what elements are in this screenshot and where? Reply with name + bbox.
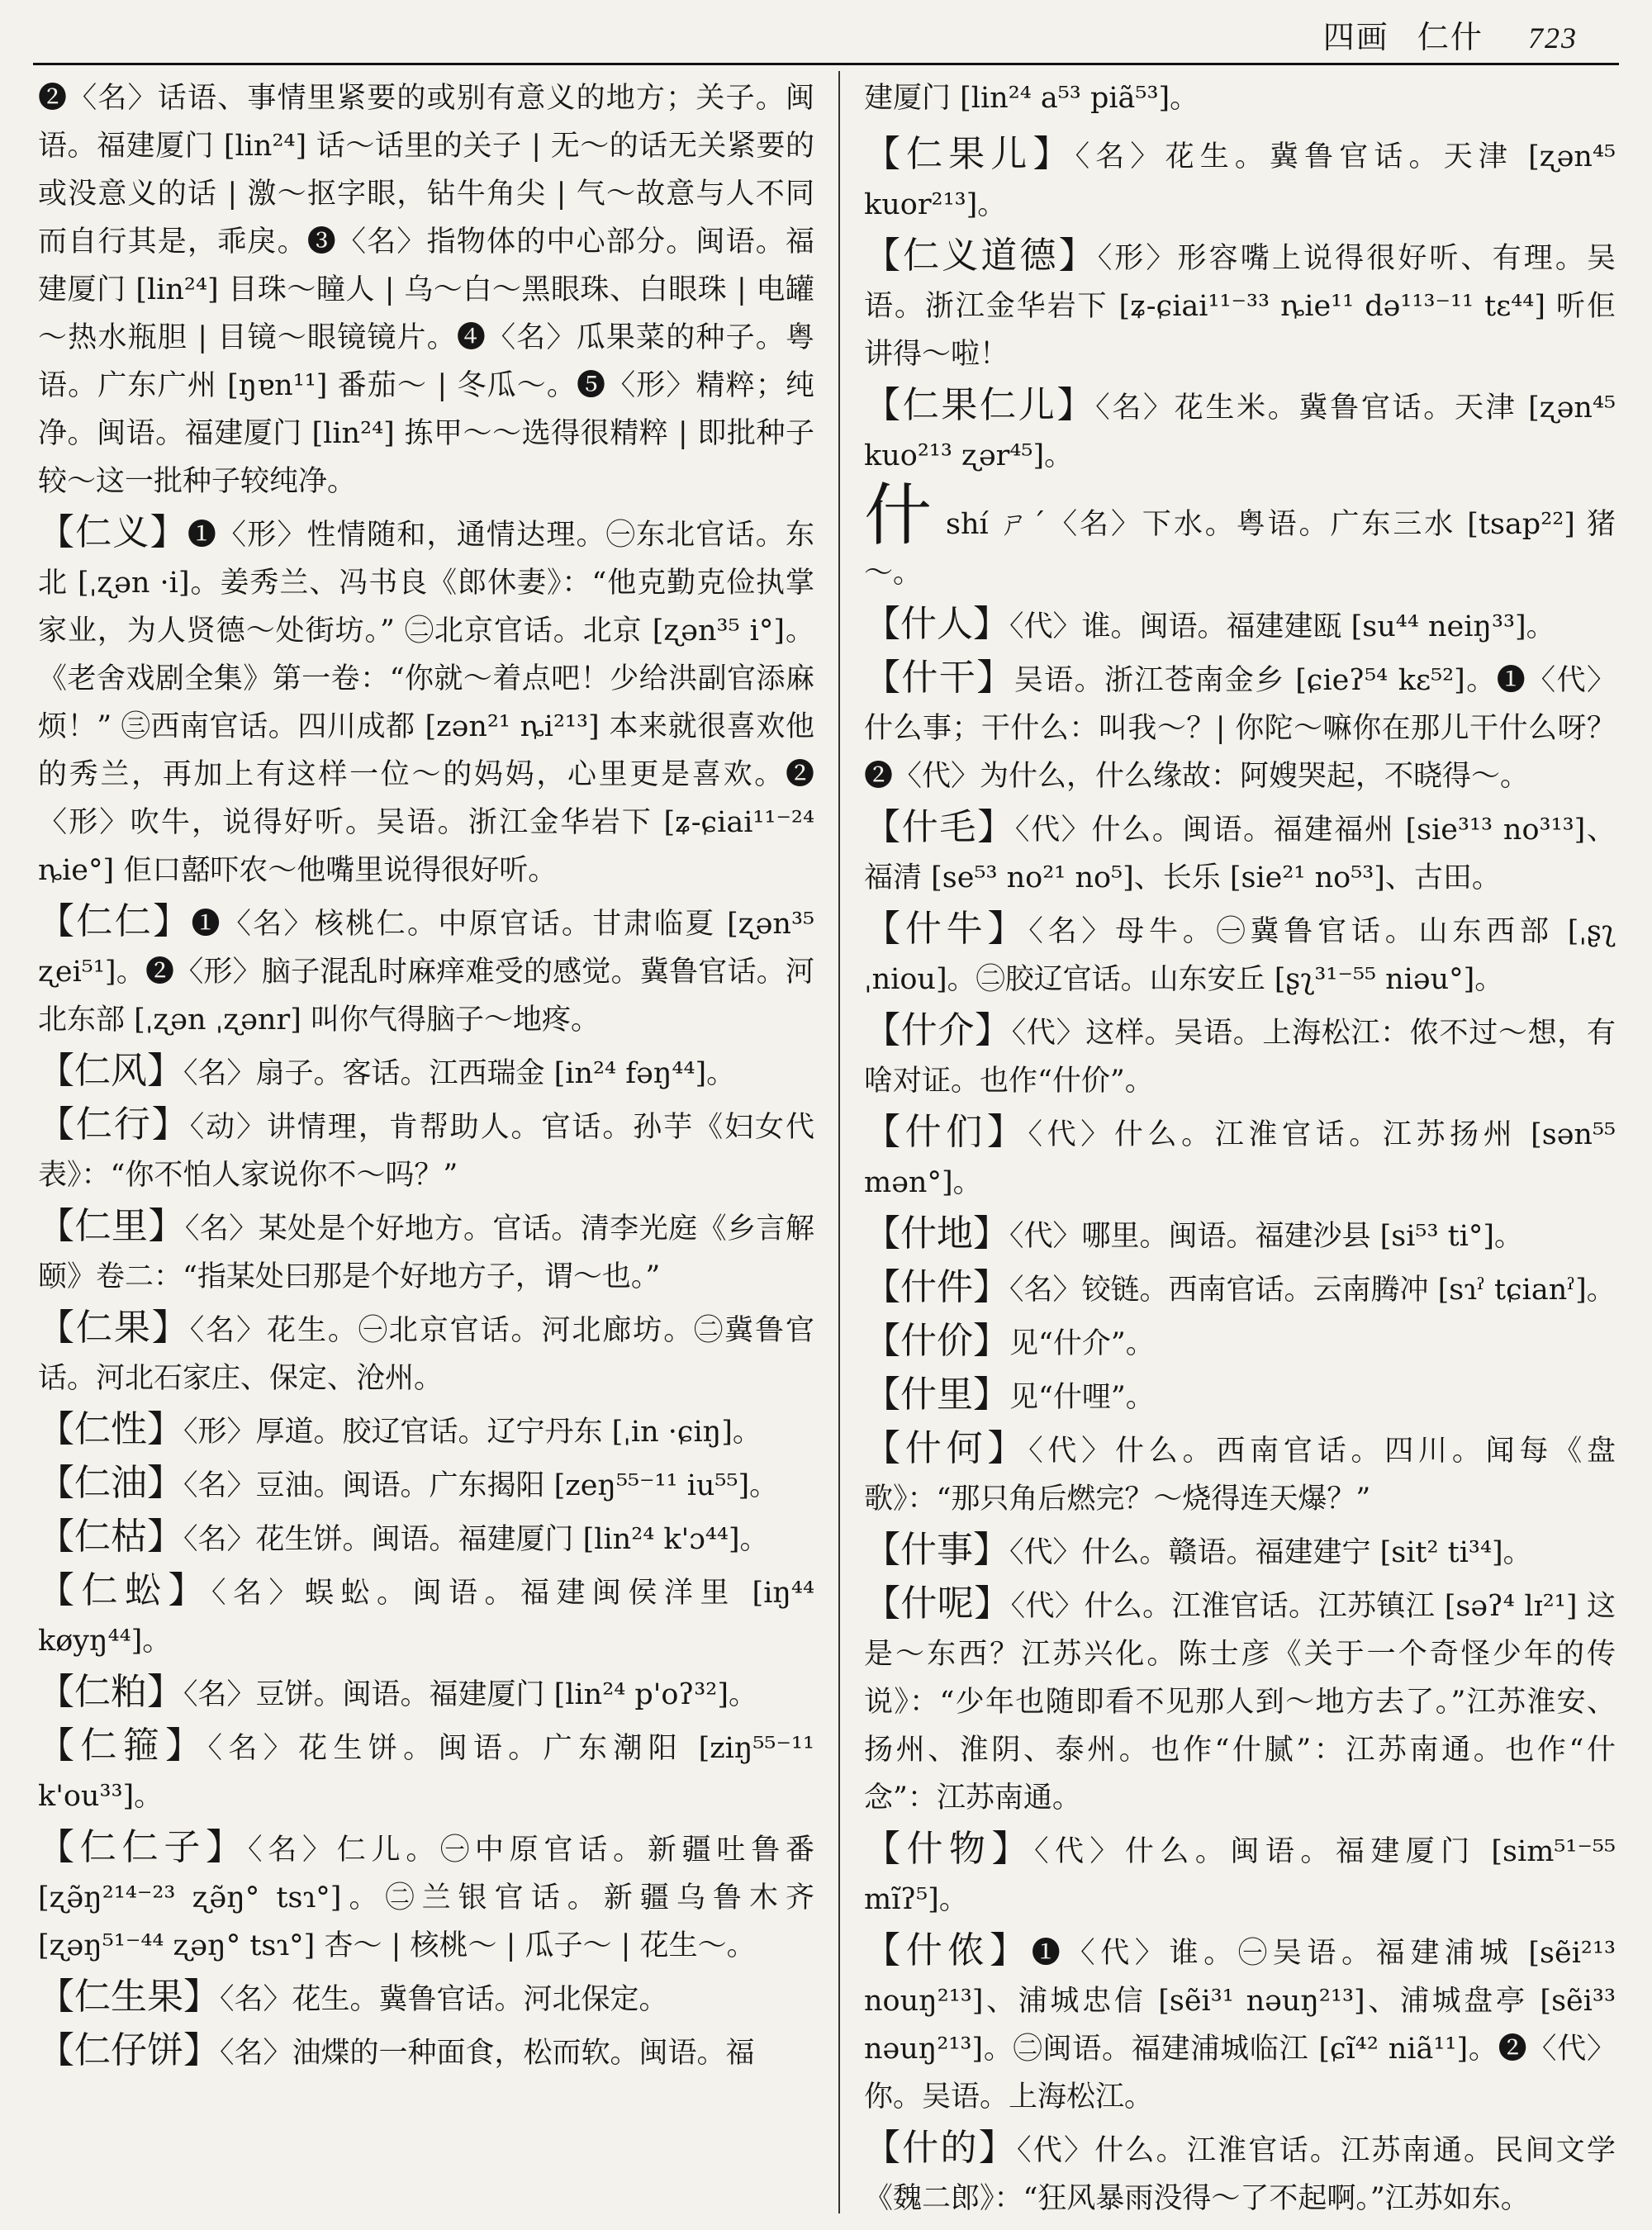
header-words: 仁什 [1417,19,1483,55]
headword: 【什侬】 [864,1929,1032,1971]
headword: 【仁风】 [38,1050,183,1092]
entry-renren: 【仁仁】❶〈名〉核桃仁。中原官话。甘肃临夏 [ʐən³⁵ ʐei⁵¹]。❷〈形〉脑子混乱时麻痒难受的感觉。冀鲁官话。河北东部 [ˌʐən ˌʐənr] 叫你气得脑子～地疼。 [38,900,814,1037]
entry-renyou: 【仁油】〈名〉豆油。闽语。广东揭阳 [zeŋ⁵⁵⁻¹¹ iu⁵⁵]。 [38,1462,779,1504]
header-section: 四画 [1322,19,1389,55]
entry-shi-text: shí ㄕˊ〈名〉下水。粤语。广东三水 [tsap²²] 猪～。 [864,508,1616,590]
entry-renfeng: 【仁风】〈名〉扇子。客话。江西瑞金 [in²⁴ fəŋ⁴⁴]。 [38,1050,736,1092]
headword: 【什件】 [864,1266,1009,1308]
entry-renzaibing: 【仁仔饼】〈名〉油煠的一种面食，松而软。闽语。福 [38,2029,755,2071]
headword: 【仁义】 [38,511,188,553]
entry-shijia: 【什价】见“什介”。 [864,1320,1155,1362]
entry-renpo: 【仁粕】〈名〉豆饼。闽语。福建厦门 [lin²⁴ p'oʔ³²]。 [38,1671,757,1713]
entry-renshengguo: 【仁生果】〈名〉花生。冀鲁官话。河北保定。 [38,1976,668,2018]
headword: 【仁粕】 [38,1671,183,1713]
headword: 【什物】 [864,1828,1034,1870]
headword: 【什人】 [864,603,1009,645]
entry-renku: 【仁枯】〈名〉花生饼。闽语。福建厦门 [lin²⁴ k'ɔ⁴⁴]。 [38,1516,769,1558]
headword: 【什们】 [864,1111,1028,1153]
headword: 【仁箍】 [38,1725,208,1767]
headword: 【仁蚣】 [38,1569,211,1611]
entry-shide: 【什的】〈代〉什么。江淮官话。江苏南通。民间文学《魏二郎》：“狂风暴雨没得～了不起啊。”江苏如东。 [864,2127,1616,2215]
headword: 【仁果儿】 [864,133,1075,175]
entry-renxing2: 【仁性】〈形〉厚道。胶辽官话。辽宁丹东 [ˌin ·ɕiŋ]。 [38,1408,762,1450]
entry-shijie: 【什介】〈代〉这样。吴语。上海松江：侬不过～想，有啥对证。也作“什价”。 [864,1009,1616,1098]
page-number: 723 [1528,21,1578,55]
entry-shi-head [864,477,1616,597]
headword: 【仁义道德】 [864,235,1098,277]
entry-rengu: 【仁箍】〈名〉花生饼。闽语。广东潮阳 [ziŋ⁵⁵⁻¹¹ k'ou³³]。 [38,1725,814,1813]
headword: 【什地】 [864,1212,1009,1255]
headword: 【什牛】 [864,908,1029,950]
headword: 【仁油】 [38,1462,183,1504]
headword: 【什呢】 [864,1582,1011,1625]
entry-renguo: 【仁果】〈名〉花生。㊀北京官话。河北廊坊。㊁冀鲁官话。河北石家庄、保定、沧州。 [38,1307,814,1395]
entry-renyidaode: 【仁义道德】〈形〉形容嘴上说得很好听、有理。吴语。浙江金华岩下 [ʑ-ɕiai¹¹⁻³³ ȵie¹¹ də¹¹³⁻¹¹ tɛ⁴⁴] 听佢讲得～啦！ [864,235,1616,371]
entry-shine: 【什呢】〈代〉什么。江淮官话。江苏镇江 [səʔ⁴ lɪ²¹] 这是～东西？江苏兴化。陈士彦《关于一个奇怪少年的传说》：“少年也随即看不见那人到～地方去了。”江苏淮安、扬州、淮阴、泰州。也作“什腻”：江苏南通。也作“什念”：江苏南通。 [864,1582,1616,1815]
left-column [38,74,814,2222]
entry-shijian: 【什件】〈名〉铰链。西南官话。云南腾冲 [sɿˀ tɕianˀ]。 [864,1266,1616,1308]
entry-rengong: 【仁蚣】〈名〉蜈蚣。闽语。福建闽侯洋里 [iŋ⁴⁴ køyŋ⁴⁴]。 [38,1569,814,1658]
entry-renguorener: 【仁果仁儿】〈名〉花生米。冀鲁官话。天津 [ʐən⁴⁵ kuo²¹³ ʐər⁴⁵]。 [864,384,1616,472]
headword: 【仁果仁儿】 [864,384,1096,426]
headword: 【仁枯】 [38,1516,183,1558]
entry-shidi: 【什地】〈代〉哪里。闽语。福建沙县 [si⁵³ ti°]。 [864,1212,1524,1255]
entry-renli: 【仁里】〈名〉某处是个好地方。官话。清李光庭《乡言解颐》卷二：“指某处曰那是个好地方子，谓～也。” [38,1205,814,1293]
headword: 【什价】 [864,1320,1009,1362]
entry-shili: 【什里】见“什哩”。 [864,1374,1155,1416]
headword: 【仁里】 [38,1205,185,1247]
entry-shinong: 【什侬】❶〈代〉谁。㊀吴语。福建浦城 [sẽi²¹³ nouŋ²¹³]、浦城忠信 [sẽi³¹ nəuŋ²¹³]、浦城盘亭 [sẽi³³ nəuŋ²¹³]。㊁闽语。福建浦城临江 [ɕĩ⁴² niã¹¹]。❷〈代〉你。吴语。上海松江。 [864,1929,1616,2114]
entry-renguoer: 【仁果儿】〈名〉花生。冀鲁官话。天津 [ʐən⁴⁵ kuor²¹³]。 [864,133,1616,221]
running-header [1323,12,1578,57]
entry-shigan: 【什干】吴语。浙江苍南金乡 [ɕieʔ⁵⁴ kɛ⁵²]。❶〈代〉什么事；干什么：叫我～？| 你陀～嘛你在那儿干什么呀？❷〈代〉为什么，什么缘故：阿嫂哭起，不晓得～。 [864,657,1616,793]
headword: 【仁果】 [38,1307,190,1349]
headword: 【什干】 [864,657,1014,699]
entry-shimao: 【什毛】〈代〉什么。闽语。福建福州 [sie³¹³ no³¹³]、福清 [se⁵³ no²¹ no⁵]、长乐 [sie²¹ no⁵³]、古田。 [864,806,1616,894]
entry-shishi: 【什事】〈代〉什么。赣语。福建建宁 [sit² ti³⁴]。 [864,1529,1532,1571]
headword: 【仁行】 [38,1103,190,1146]
entry-continuation: ❷〈名〉话语、事情里紧要的或别有意义的地方；关子。闽语。福建厦门 [lin²⁴] 话～话里的关子 | 无～的话无关紧要的或没意义的话 | 激～抠字眼，钻牛角尖 | 气～故意与人不同而自行其是，乖戾。❸〈名〉指物体的中心部分。闽语。福建厦门 [lin²⁴] 目珠～瞳人 | 乌～白～黑眼珠、白眼珠 | 电罐～热水瓶胆 | 目镜～眼镜镜片。❹〈名〉瓜果菜的种子。粤语。广东广州 [ŋɐn¹¹] 番茄～ | 冬瓜～。❺〈形〉精粹；纯净。闽语。福建厦门 [lin²⁴] 拣甲～～选得很精粹 | 即批种子较～这一批种子较纯净。 [38,82,814,498]
entry-shiniu: 【什牛】〈名〉母牛。㊀冀鲁官话。山东西部 [ˌʂʅ ˌniou]。㊁胶辽官话。山东安丘 [ʂʅ³¹⁻⁵⁵ niəu°]。 [864,908,1616,996]
entry-shiren: 【什人】〈代〉谁。闽语。福建建瓯 [su⁴⁴ neiŋ³³]。 [864,603,1555,645]
headword: 【什事】 [864,1529,1009,1571]
headword: 【什的】 [864,2127,1017,2169]
right-column [864,74,1616,2222]
headword: 【仁仁】 [38,900,192,942]
headword: 【仁性】 [38,1408,183,1450]
headword: 【什里】 [864,1374,1009,1416]
headword: 【仁仔饼】 [38,2029,220,2071]
headword-shi: 什 [864,477,934,555]
headword: 【什何】 [864,1427,1029,1469]
header-rule [33,63,1619,65]
entry-continuation-right: 建厦门 [lin²⁴ a⁵³ piã⁵³]。 [864,82,1199,115]
column-divider [838,71,840,2213]
headword: 【仁生果】 [38,1976,220,2018]
entry-shimen: 【什们】〈代〉什么。江淮官话。江苏扬州 [sən⁵⁵ mən°]。 [864,1111,1616,1199]
entry-renxing: 【仁行】〈动〉讲情理，肯帮助人。官话。孙芋《妇女代表》：“你不怕人家说你不～吗？” [38,1103,814,1192]
entry-renyi: 【仁义】❶〈形〉性情随和，通情达理。㊀东北官话。东北 [ˌʐən ·i]。姜秀兰、冯书良《郎休妻》：“他克勤克俭执掌家业，为人贤德～处街坊。” ㊁北京官话。北京 [ʐən³⁵ i°]。《老舍戏剧全集》第一卷：“你就～着点吧！少给洪副官添麻烦！” ㊂西南官话。四川成都 [zən²¹ ȵi²¹³] 本来就很喜欢他的秀兰，再加上有这样一位～的妈妈，心里更是喜欢。❷〈形〉吹牛，说得好听。吴语。浙江金华岩下 [ʑ-ɕiai¹¹⁻²⁴ ȵie°] 佢口嚭吓农～他嘴里说得很好听。 [38,511,814,887]
headword: 【仁仁子】 [38,1826,248,1868]
entry-shiwu: 【什物】〈代〉什么。闽语。福建厦门 [sim⁵¹⁻⁵⁵ mĩʔ⁵]。 [864,1828,1616,1916]
headword: 【什毛】 [864,806,1015,848]
entry-shihe: 【什何】〈代〉什么。西南官话。四川。闻每《盘歌》：“那只角后燃完？～烧得连天爆？” [864,1427,1616,1516]
headword: 【什介】 [864,1009,1012,1051]
entry-renrenzi: 【仁仁子】〈名〉仁儿。㊀中原官话。新疆吐鲁番 [ʐə̃ŋ²¹⁴⁻²³ ʐə̃ŋ° tsɿ°]。㊁兰银官话。新疆乌鲁木齐 [ʐəŋ⁵¹⁻⁴⁴ ʐəŋ° tsɿ°] 杏～ | 核桃～ | 瓜子～ | 花生～。 [38,1826,814,1962]
